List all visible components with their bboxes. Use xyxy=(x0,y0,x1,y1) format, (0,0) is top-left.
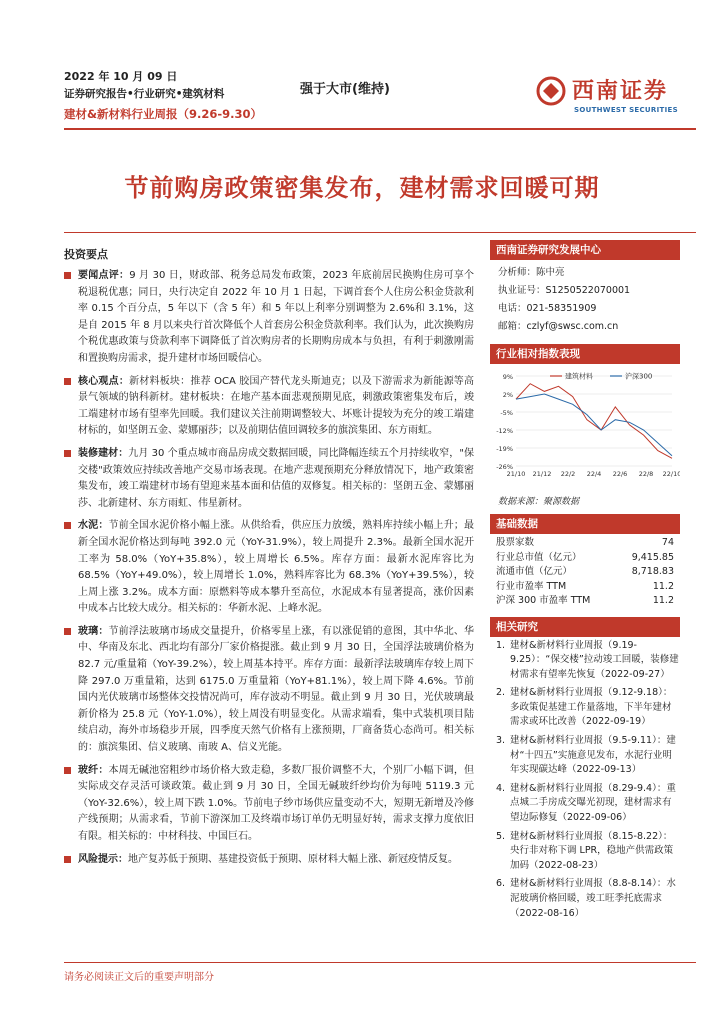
basic-value: 74 xyxy=(661,537,674,548)
paragraph-heading: 风险提示： xyxy=(78,853,128,865)
y-tick-label: 9% xyxy=(502,373,513,381)
report-date: 2022 年 10 月 09 日 xyxy=(64,70,178,83)
basic-data-row xyxy=(490,551,680,566)
related-item[interactable] xyxy=(494,686,680,730)
logo-cn-text: 西南证券 xyxy=(572,78,669,104)
header-divider xyxy=(64,128,696,130)
basic-key: 行业总市值（亿元） xyxy=(496,551,582,563)
highlight-paragraph xyxy=(64,852,474,869)
paragraph-text: 地产复苏低于预期、基建投资低于预期、原材料大幅上涨、新冠疫情反复。 xyxy=(128,853,458,865)
license: 执业证号：S1250522070001 xyxy=(498,285,631,296)
sidebar xyxy=(490,240,680,925)
basic-key: 沪深 300 市盈率 TTM xyxy=(496,595,591,606)
paragraph-text: 节前浮法玻璃市场成交量提升，价格零星上涨，有以涨促销的意图，其中华北、华中、华南及东北、西北均有部分厂家价格提涨。截止到 9 月 30 日，全国浮法玻璃价格为 82.7 元/重量箱（YoY-39.2%），较上周基本持平。库存方面：最新浮法玻璃库存较上周下降 297.0 万重量箱，达到 6175.0 万重量箱（YoY+81.1%），较上周下降 4.6%。节前国内光伏玻璃市场整体交投情况尚可，库存波动不明显。截止到 9 月 30 日，光伏玻璃最新价格为 25.8 元（YoY-1.0%），较上周没有明显变化。从需求端看，集中式装机项目陆续启动，海外市场稳步开展，四季度天然气价格有上涨预期，厂商备货心态尚可。相关标的：旗滨集团、信义玻璃、南玻 A、信义光能。 xyxy=(78,625,475,754)
paragraph-heading: 玻纤： xyxy=(78,764,109,776)
perf-title: 行业相对指数表现 xyxy=(490,344,680,364)
basic-value: 11.2 xyxy=(652,595,674,606)
basic-value: 11.2 xyxy=(652,580,674,592)
bullet-icon xyxy=(64,272,71,279)
paragraph-text: 节前全国水泥价格小幅上涨。从供给看，供应压力放缓，熟料库持续小幅上升；最新全国水泥价格达到每吨 392.0 元（YoY-31.9%），较上周提升 2.3%。最新全国水泥开工率为 58.0%（YoY+35.8%），较上周增长 6.5%。库存方面：最新水泥库容比为 68.5%（YoY+49.0%），较上周增长 1.0%，熟料库容比为 68.3%（YoY+39.5%），较上周上涨 3.2%。成本方面：原燃料等成本攀升至高位，水泥成本有显著提高，涨价因素中成本占比较大成分。相关标的：华新水泥、上峰水泥。 xyxy=(78,520,475,615)
related-index: 4. xyxy=(496,782,506,794)
highlight-paragraph xyxy=(64,268,474,368)
basic-data-row xyxy=(490,580,680,595)
related-text: 建材&新材料行业周报（9.12-9.18）：多政策促基建工作量落地，下半年建材需求或环比改善（2022-09-19） xyxy=(510,687,673,728)
related-item[interactable] xyxy=(494,830,680,874)
related-research-list xyxy=(490,637,680,922)
related-title: 相关研究 xyxy=(490,617,680,637)
related-item[interactable] xyxy=(494,877,680,921)
section-title: 投资要点 xyxy=(64,248,108,261)
related-text: 建材&新材料行业周报（8.8-8.14）：水泥玻璃价格回暖，竣工旺季托底需求（2022-08-16） xyxy=(510,878,676,919)
logo-mark-icon xyxy=(536,76,566,106)
related-item[interactable] xyxy=(494,639,680,683)
bullet-icon xyxy=(64,522,71,529)
bullet-icon xyxy=(64,856,71,863)
bullet-icon xyxy=(64,450,71,457)
x-tick-label: 21/12 xyxy=(532,470,552,478)
basic-value: 9,415.85 xyxy=(631,551,674,563)
paragraph-heading: 要闻点评： xyxy=(78,270,130,281)
basic-data-title: 基础数据 xyxy=(490,514,680,534)
highlight-paragraph xyxy=(64,624,474,757)
related-text: 建材&新材料行业周报（9.5-9.11）：建材“十四五”实施意见发布，水泥行业明年实现碳达峰（2022-09-13） xyxy=(510,735,676,776)
highlight-paragraph xyxy=(64,446,474,512)
related-index: 6. xyxy=(496,878,506,890)
y-tick-label: 2% xyxy=(502,391,513,399)
highlight-paragraph xyxy=(64,518,474,618)
phone: 电话：021-58351909 xyxy=(498,303,597,314)
basic-data-row xyxy=(490,536,680,551)
legend-label: 建筑材料 xyxy=(565,372,593,381)
paragraph-heading: 水泥： xyxy=(78,520,109,532)
basic-value: 8,718.83 xyxy=(631,566,674,577)
basic-key: 流通市值（亿元） xyxy=(496,566,573,577)
report-series: 建材&新材料行业周报（9.26-9.30） xyxy=(64,107,263,121)
x-tick-label: 21/10 xyxy=(506,470,526,478)
x-tick-label: 22/4 xyxy=(586,470,602,478)
x-tick-label: 22/10 xyxy=(662,470,680,478)
bullet-icon xyxy=(64,628,71,635)
basic-key: 股票家数 xyxy=(496,537,535,548)
paragraph-text: 9 月 30 日，财政部、税务总局发布政策，2023 年底前居民换购住房可享个税退税优惠；同日，央行决定自 2022 年 10 月 1 日起，下调首套个人住房公积金贷款利率 0.15 个百分点，5 年以下（含 5 年）和 5 年以上利率分别调整为 2.6%和 3.1%，这是自 2015 年 8 月以来央行首次降低个人首套房公积金贷款利率。我们认为，此次换购房个税优惠政策与贷款利率下调降低了首次购房者的长期购房成本与负担，有利于刺激刚需和置换购房需求，提升建材市场回暖信心。 xyxy=(78,270,474,364)
bullet-icon xyxy=(64,378,71,385)
related-text: 建材&新材料行业周报（8.29-9.4）：重点城二手房成交曝光初现，建材需求有望边际修复（2022-09-06） xyxy=(510,782,676,824)
highlight-paragraph xyxy=(64,763,474,846)
highlight-paragraph xyxy=(64,374,474,440)
x-tick-label: 22/6 xyxy=(612,470,628,478)
footer-divider xyxy=(64,962,696,963)
basic-key: 行业市盈率 TTM xyxy=(496,580,567,592)
company-logo xyxy=(536,72,696,122)
logo-en-text: SOUTHWEST SECURITIES xyxy=(574,106,678,114)
related-item[interactable] xyxy=(494,782,680,826)
x-tick-label: 22/8 xyxy=(638,470,654,478)
footer-disclaimer: 请务必阅读正文后的重要声明部分 xyxy=(64,972,214,983)
title-divider xyxy=(64,232,696,233)
paragraph-heading: 玻璃： xyxy=(78,625,109,637)
chart-source: 数据来源：聚源数据 xyxy=(498,497,580,507)
related-index: 5. xyxy=(496,830,506,842)
email[interactable]: 邮箱：czlyf@swsc.com.cn xyxy=(498,321,619,332)
paragraph-heading: 装修建材： xyxy=(78,447,129,459)
paragraph-text: 本周无碱池窑粗纱市场价格大致走稳，多数厂报价调整不大，个别厂小幅下调，但实际成交存灵活可谈政策。截止到 9 月 30 日，全国无碱玻纤纱均价为每吨 5119.3 元（YoY-32.6%），较上周下跌 1.0%。节前电子纱市场供应量变动不大，短期无新增及冷修产线预期；从需求看，节前下游深加工及终端市场订单仍无明显好转，需求支撑力度依旧有限。相关标的：中材科技、中国巨石。 xyxy=(78,764,475,842)
related-text: 建材&新材料行业周报（8.15-8.22）：央行非对称下调 LPR，稳地产供需政策加码（2022-08-23） xyxy=(510,830,674,871)
y-tick-label: -12% xyxy=(496,427,513,435)
industry-rating: 强于大市(维持) xyxy=(300,82,390,97)
basic-data-table xyxy=(490,536,680,609)
analyst: 分析师：陈中亮 xyxy=(498,267,565,278)
legend-label: 沪深300 xyxy=(625,372,653,381)
paragraph-heading: 核心观点： xyxy=(78,375,130,387)
report-category: 证券研究报告•行业研究•建筑材料 xyxy=(64,88,225,100)
related-item[interactable] xyxy=(494,734,680,778)
bullet-icon xyxy=(64,767,71,774)
y-tick-label: -5% xyxy=(500,409,513,417)
paragraph-text: 九月 30 个重点城市商品房成交数据回暖，同比降幅连续五个月持续收窄，"保交楼"政策效应持续改善地产交易市场表现。在地产悲观预期充分释放情况下，地产政策密集发布，竣工端建材市场有望迎来基本面和估值的双修复。相关标的：坚朗五金、蒙娜丽莎、北新建材、东方雨虹、伟星新材。 xyxy=(78,447,474,509)
y-tick-label: -26% xyxy=(496,463,513,471)
related-text: 建材&新材料行业周报（9.19-9.25）：“保交楼”拉动竣工回暖，装修建材需求有望率先恢复（2022-09-27） xyxy=(510,639,679,680)
related-index: 1. xyxy=(496,639,506,651)
investment-highlights xyxy=(64,246,474,874)
team-title: 西南证券研究发展中心 xyxy=(490,240,680,260)
basic-data-row xyxy=(490,565,680,580)
relative-index-chart xyxy=(490,368,680,486)
basic-data-row xyxy=(490,594,680,609)
x-tick-label: 22/2 xyxy=(560,470,576,478)
related-index: 2. xyxy=(496,687,506,699)
paragraph-text: 新材料板块：推荐 OCA 胶国产替代龙头斯迪克；以及下游需求为新能源等高景气领域的钠科新材。建材板块：在地产基本面悲观预期见底，刺激政策密集发布后，竣工端建材市场有望率先回暖。我们建议关注前期调整较大、坏账计提较为充分的竣工端建材标的，如坚朗五金、蒙娜丽莎；以及前期估值回调较多的旗滨集团、东方雨虹。 xyxy=(78,375,474,437)
y-tick-label: -19% xyxy=(496,445,513,453)
related-index: 3. xyxy=(496,735,506,747)
report-title: 节前购房政策密集发布，建材需求回暖可期 xyxy=(124,174,600,202)
